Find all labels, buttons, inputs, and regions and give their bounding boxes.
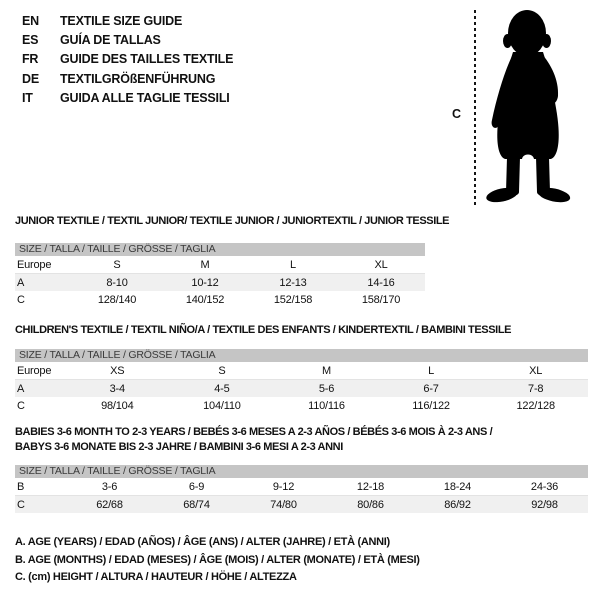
guide-title: GUÍA DE TALLAS xyxy=(60,33,161,48)
guide-title: GUIDE DES TAILLES TEXTILE xyxy=(60,52,234,67)
language-row xyxy=(22,50,233,69)
language-row xyxy=(22,70,233,89)
footnote-c: C. (cm) HEIGHT / ALTURA / HAUTEUR / HÖHE / ALTEZZA xyxy=(15,571,297,583)
table-row xyxy=(15,362,588,380)
junior-size-table xyxy=(15,243,425,308)
value-cell: 86/92 xyxy=(444,498,471,511)
value-cell: 6-9 xyxy=(153,478,240,496)
value-cell: S xyxy=(170,362,275,380)
value-cell: XS xyxy=(65,362,170,380)
value-cell: 18-24 xyxy=(414,478,501,496)
value-cell: 12-13 xyxy=(279,276,307,289)
language-row xyxy=(22,31,233,50)
height-measure-label: C xyxy=(452,107,462,121)
language-guide-header xyxy=(22,12,233,108)
value-cell: 10-12 xyxy=(191,276,219,289)
value-cell: M xyxy=(274,362,379,380)
value-cell: 98/104 xyxy=(101,399,134,412)
guide-title: GUIDA ALLE TAGLIE TESSILI xyxy=(60,90,230,105)
value-cell: 12-18 xyxy=(327,478,414,496)
value-cell: 68/74 xyxy=(183,498,210,511)
value-cell: 3-6 xyxy=(66,478,153,496)
row-label-cell: A xyxy=(17,276,25,289)
guide-title: TEXTILGRÖßENFÜHRUNG xyxy=(60,71,216,86)
language-code: IT xyxy=(22,90,33,105)
language-code: EN xyxy=(22,14,39,28)
value-cell: 5-6 xyxy=(318,382,335,395)
row-label-cell: C xyxy=(17,399,25,412)
value-cell: 9-12 xyxy=(240,478,327,496)
value-cell: 6-7 xyxy=(423,382,439,395)
value-cell: L xyxy=(249,256,337,274)
table-row xyxy=(15,478,588,496)
children-size-table xyxy=(15,349,588,414)
language-row xyxy=(22,12,233,31)
value-cell: 158/170 xyxy=(361,293,401,306)
table-row xyxy=(15,274,425,292)
value-cell: XL xyxy=(337,256,425,274)
value-cell: 92/98 xyxy=(531,498,558,511)
value-cell: 14-16 xyxy=(367,276,395,289)
row-label-cell: C xyxy=(17,293,25,306)
value-cell: 122/128 xyxy=(516,399,555,412)
value-cell: 104/110 xyxy=(203,399,241,412)
footnote-a: A. AGE (YEARS) / EDAD (AÑOS) / ÂGE (ANS) / ALTER (JAHRE) / ETÀ (ANNI) xyxy=(15,536,390,548)
row-label-cell: C xyxy=(17,498,25,511)
guide-title: TEXTILE SIZE GUIDE xyxy=(60,14,183,28)
row-label-cell: A xyxy=(17,382,25,395)
footnote-b: B. AGE (MONTHS) / EDAD (MESES) / ÂGE (MOIS) / ALTER (MONATE) / ETÀ (MESI) xyxy=(15,553,420,566)
table-row xyxy=(15,397,588,414)
value-cell: 7-8 xyxy=(528,382,544,395)
value-cell: XL xyxy=(483,362,588,380)
language-code: ES xyxy=(22,33,39,48)
section-heading-babies-line1: BABIES 3-6 MONTH TO 2-3 YEARS / BEBÉS 3-6 MESES A 2-3 AÑOS / BÉBÉS 3-6 MOIS À 2-3 ANS / xyxy=(15,426,493,438)
table-row xyxy=(15,380,588,398)
baby-silhouette-icon xyxy=(483,8,575,206)
footnotes xyxy=(15,534,420,587)
value-cell: 3-4 xyxy=(109,382,125,395)
value-cell: 62/68 xyxy=(96,498,123,511)
language-row xyxy=(22,89,233,108)
section-heading-babies xyxy=(15,425,492,455)
section-heading-children: CHILDREN'S TEXTILE / TEXTIL NIÑO/A / TEXTILE DES ENFANTS / KINDERTEXTIL / BAMBINI TESSILE xyxy=(15,324,512,336)
size-header-bar: SIZE / TALLA / TAILLE / GRÖSSE / TAGLIA xyxy=(15,349,588,362)
row-label-cell: Europe xyxy=(15,362,65,380)
size-header-bar: SIZE / TALLA / TAILLE / GRÖSSE / TAGLIA xyxy=(15,465,588,478)
section-heading-junior: JUNIOR TEXTILE / TEXTIL JUNIOR/ TEXTILE JUNIOR / JUNIORTEXTIL / JUNIOR TESSILE xyxy=(15,215,450,227)
table-row xyxy=(15,256,425,274)
value-cell: 128/140 xyxy=(97,293,137,306)
language-code: FR xyxy=(22,52,39,67)
section-heading-babies-line2: BABYS 3-6 MONATE BIS 2-3 JAHRE / BAMBINI 3-6 MESI A 2-3 ANNI xyxy=(15,441,343,453)
row-label-cell: B xyxy=(15,478,66,496)
value-cell: 140/152 xyxy=(185,293,225,306)
value-cell: 4-5 xyxy=(214,382,230,395)
language-code: DE xyxy=(22,71,39,86)
value-cell: L xyxy=(379,362,484,380)
value-cell: 24-36 xyxy=(501,478,588,496)
value-cell: 152/158 xyxy=(273,293,313,306)
value-cell: 110/116 xyxy=(308,399,345,412)
value-cell: S xyxy=(73,256,161,274)
value-cell: M xyxy=(161,256,249,274)
table-row xyxy=(15,291,425,308)
value-cell: 8-10 xyxy=(106,276,128,289)
babies-size-table xyxy=(15,465,588,513)
height-measure-dashed-line xyxy=(474,10,476,206)
row-label-cell: Europe xyxy=(15,256,73,274)
value-cell: 74/80 xyxy=(270,498,297,511)
table-row xyxy=(15,496,588,514)
size-header-bar: SIZE / TALLA / TAILLE / GRÖSSE / TAGLIA xyxy=(15,243,425,256)
value-cell: 116/122 xyxy=(412,399,450,412)
value-cell: 80/86 xyxy=(357,498,384,511)
